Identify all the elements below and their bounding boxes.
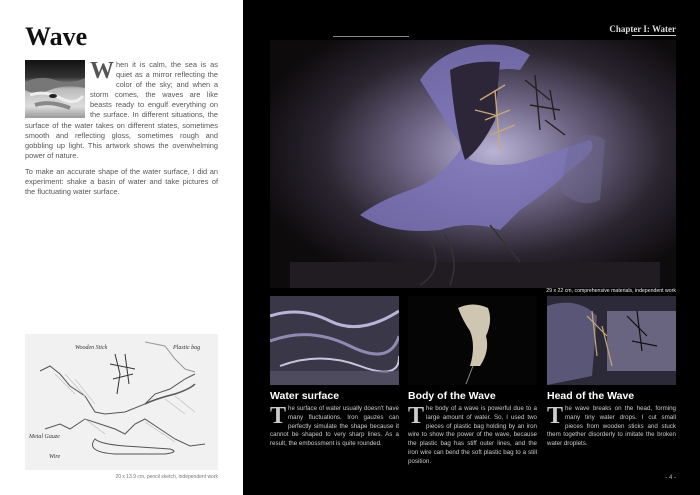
column-head-of-wave: [547, 390, 676, 449]
intro-paragraph-1: hen it is calm, the sea is as quiet as a mirror reflecting the color of the sky; and when a storm comes, the waves are like beasts ready to engulf everything on the surface. In different situations, the surface of the water takes on different states, sometimes smooth and reflecting gloss, sometimes rough and gobbling up light. This artwork shows the overwhelming power of nature.: [25, 60, 218, 160]
page-title: Wave: [25, 22, 88, 51]
chapter-heading: Chapter I: Water: [609, 24, 676, 34]
sketch-label-plastic-bag: Plastic bag: [173, 345, 201, 351]
column-title: Head of the Wave: [547, 390, 635, 402]
sketch-caption: 20 x 13.9 cm, pencil sketch, independent work: [115, 474, 218, 480]
sketch-label-metal-gauze: Metal Gauze: [29, 434, 60, 440]
column-title: Water surface: [270, 390, 340, 402]
main-artwork-photo: [270, 40, 676, 288]
main-photo-caption: 29 x 22 cm, comprehensive materials, independent work: [546, 288, 676, 294]
column-body-of-wave: [408, 390, 537, 467]
sketch-label-wooden-stick: Wooden Stick: [75, 345, 108, 351]
dropcap: T: [408, 403, 425, 429]
column-title: Body of the Wave: [408, 390, 496, 402]
water-surface-thumbnail: [270, 296, 399, 385]
pencil-sketch: [25, 334, 218, 470]
column-water-surface: [270, 390, 399, 449]
left-page: [0, 0, 243, 495]
column-text: he body of a wave is powerful due to a large amount of water. So, I used two pieces of plastic bag holding by an iron wire to show the power of the wave, because the plastic bag has stiff outer lines, and the iron wire can bend the soft plastic bag to a still position.: [408, 405, 537, 465]
body-of-wave-thumbnail: [408, 296, 537, 385]
chapter-underline: [632, 35, 676, 36]
sketch-label-wire: Wire: [49, 454, 61, 460]
dropcap: T: [547, 403, 564, 429]
column-text: he wave breaks on the head, forming many tiny water drops. I cut small pieces from wooden sticks and stuck them together disorderly to imitate the broken water droplets.: [547, 405, 676, 448]
head-of-wave-thumbnail: [547, 296, 676, 385]
dropcap: T: [270, 403, 287, 429]
chapter-rule: [333, 36, 409, 37]
page-number: - 4 -: [665, 475, 676, 481]
intro-paragraph-2: To make an accurate shape of the water surface, I did an experiment: shake a basin of water and take pictures of the fluctuating water surface.: [25, 166, 218, 197]
column-text: he surface of water usually doesn't have many fluctuations. Iron gauzes can perfectly simulate the shape because it cannot be shaped to very sharp lines. As a result, the embossment is quite rounded.: [270, 405, 399, 448]
dropcap: W: [90, 58, 114, 84]
intro-text: [25, 60, 218, 203]
